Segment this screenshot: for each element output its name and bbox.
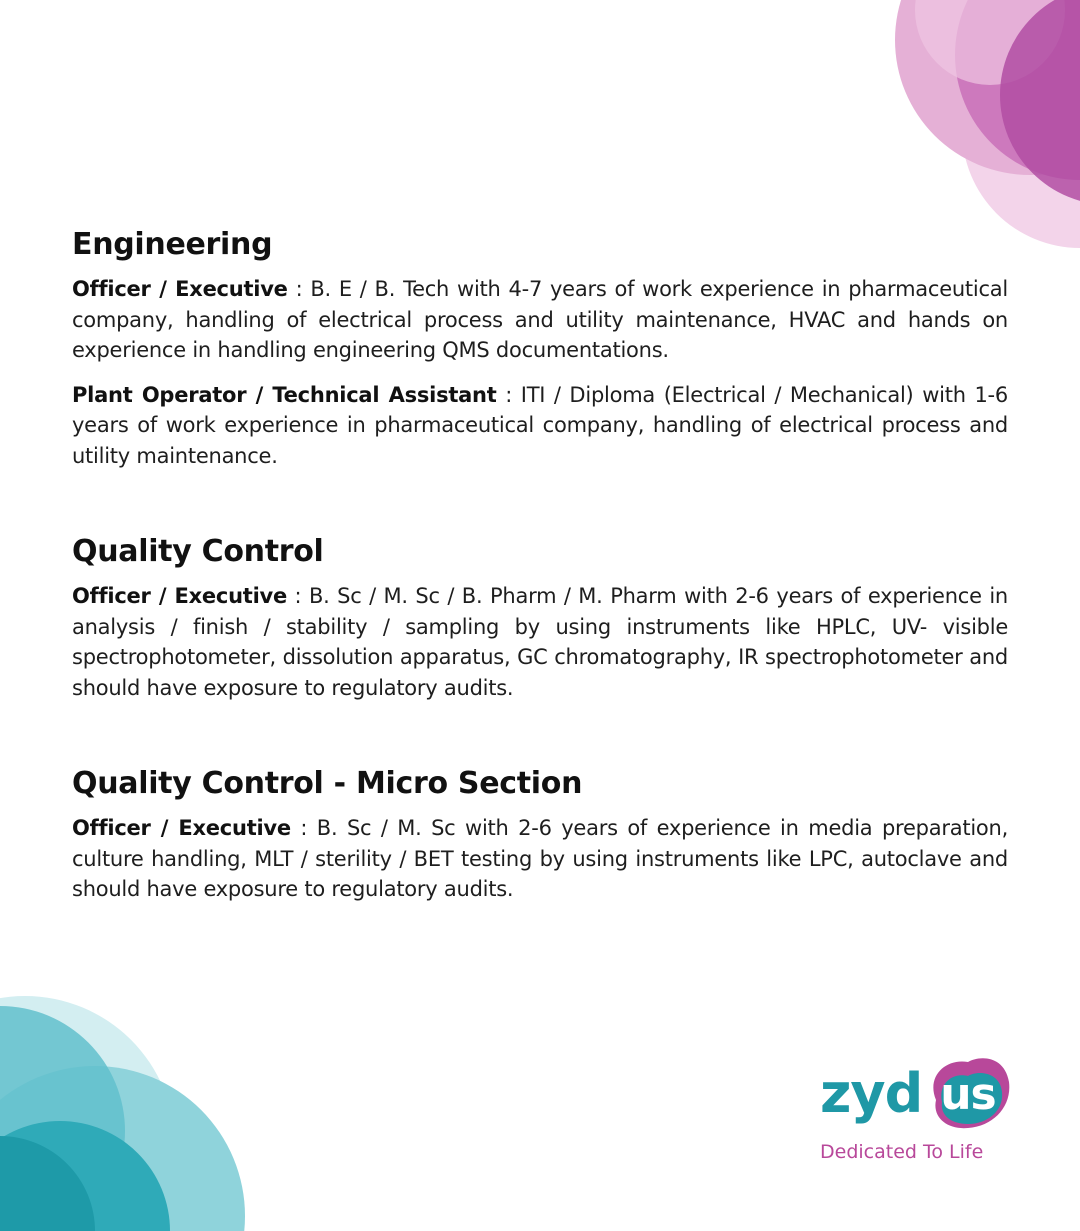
role-title: Plant Operator / Technical Assistant: [72, 382, 497, 407]
zydus-logo: [818, 1056, 1010, 1168]
section-quality-control: [72, 529, 1008, 703]
section-engineering: [72, 222, 1008, 471]
role-description: [72, 274, 1008, 366]
section-title: Quality Control: [72, 534, 324, 569]
section-title: Quality Control - Micro Section: [72, 766, 583, 801]
logo-wordmark: zyd: [820, 1062, 923, 1125]
role-description: [72, 581, 1008, 703]
role-requirements: : B. Sc / M. Sc / B. Pharm / M. Pharm with 2-6 years of experience in analysis / finish / stability / sampling by using instruments like HPLC, UV- visible spectrophotometer, dissolution apparatus, GC chromatography, IR spectrophotometer and should have exposure to regulatory audits.: [72, 584, 1008, 700]
section-quality-control-micro: [72, 761, 1008, 905]
decorative-petals-top-right: [780, 0, 1080, 250]
section-title: Engineering: [72, 227, 273, 262]
role-requirements: : B. E / B. Tech with 4-7 years of work experience in pharmaceutical company, handling of electrical process and utility maintenance, HVAC and hands on experience in handling engineering QMS documentations.: [72, 277, 1008, 362]
role-requirements: : ITI / Diploma (Electrical / Mechanical) with 1-6 years of work experience in pharmaceutical company, handling of electrical process and utility maintenance.: [72, 382, 1009, 468]
decorative-petals-bottom-left: [0, 931, 320, 1231]
logo-wordmark-highlight: us: [940, 1069, 996, 1120]
role-requirements: : B. Sc / M. Sc with 2-6 years of experience in media preparation, culture handling, MLT / sterility / BET testing by using instruments like LPC, autoclave and should have exposure to regulatory audits.: [72, 816, 1008, 901]
logo-tagline: Dedicated To Life: [820, 1141, 984, 1163]
role-title: Officer / Executive: [72, 816, 291, 840]
role-title: Officer / Executive: [72, 584, 287, 608]
main-content: [72, 222, 1008, 905]
role-description: [72, 813, 1008, 905]
role-description: [72, 380, 1008, 472]
role-title: Officer / Executive: [72, 277, 288, 301]
